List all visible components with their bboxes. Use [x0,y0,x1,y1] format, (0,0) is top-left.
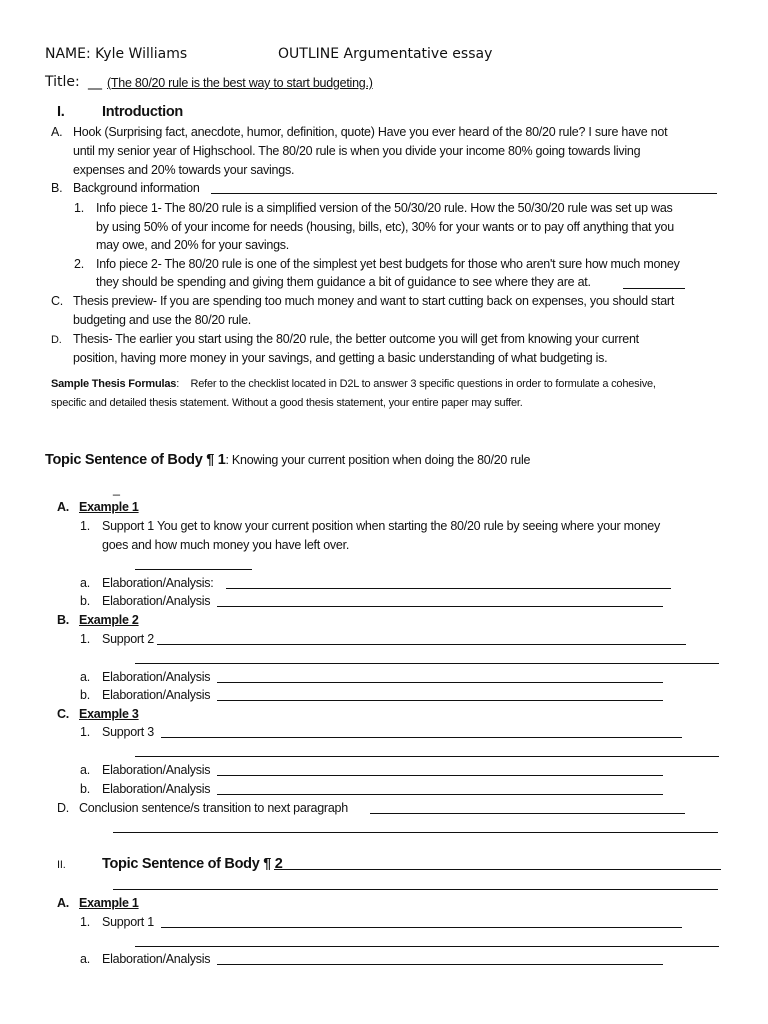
body1-elab2-b-blank [217,700,663,701]
body2-support1-label: Support 1 [102,915,154,929]
intro-c-letter: C. [51,294,63,308]
sample-thesis-text-1: Refer to the checklist located in D2L to answer 3 specific questions in order to formulate a cohesive, [190,378,656,390]
body1-elab3-b-letter: b. [80,782,90,796]
body2-ex-a-letter: A. [57,896,69,910]
body2-topic-blank [274,869,721,870]
body1-support3-blank-2 [135,756,719,757]
body1-conclusion-blank-2 [113,832,718,833]
intro-heading: Introduction [102,104,183,120]
sample-thesis-line-2: specific and detailed thesis statement. Without a good thesis statement, your entire paper may suffer. [51,397,523,409]
body1-support3-label: Support 3 [102,725,154,739]
thesis-preview-line-1: Thesis preview- If you are spending too much money and want to start cutting back on expenses, you should start [73,294,675,308]
body1-ex-c-letter: C. [57,707,69,721]
body1-support2-label: Support 2 [102,632,154,646]
info1-num: 1. [74,201,84,215]
body1-support3-blank [161,737,682,738]
info2-line-2: they should be spending and giving them guidance a bit of guidance to see where they are at. [96,275,591,289]
body1-support1-line-1: Support 1 You get to know your current position when starting the 80/20 rule by seeing where your money [102,519,660,533]
info2-line-1: Info piece 2- The 80/20 rule is one of the simplest yet best budgets for those who aren't sure how much money [96,257,680,271]
body1-topic-text: : Knowing your current position when doing the 80/20 rule [225,453,531,467]
background-blank [211,193,717,194]
body1-elab3-a-letter: a. [80,763,90,777]
body1-conclusion-label: Conclusion sentence/s transition to next paragraph [79,801,348,815]
intro-numeral: I. [57,104,65,120]
body2-support1-num: 1. [80,915,90,929]
body1-conclusion-letter: D. [57,801,69,815]
body1-elab3-b-label: Elaboration/Analysis [102,782,211,796]
body2-topic-blank-2 [113,889,718,890]
thesis-line-1: Thesis- The earlier you start using the 80/20 rule, the better outcome you will get from knowing your current [73,332,639,346]
info2-num: 2. [74,257,84,271]
body1-elab3-b-blank [217,794,663,795]
body1-conclusion-blank [370,813,685,814]
body2-elab-a-label: Elaboration/Analysis [102,952,211,966]
info2-blank [623,288,685,289]
body1-elab2-a-blank [217,682,663,683]
body1-elab3-a-label: Elaboration/Analysis [102,763,211,777]
sample-thesis-line-1: Sample Thesis Formulas: Refer to the checklist located in D2L to answer 3 specific questions in order to formulate a cohesive, [51,378,656,390]
hook-line-3: expenses and 20% towards your savings. [73,163,295,177]
body1-ex-a-letter: A. [57,500,69,514]
title-blank: __ [88,74,102,90]
body1-elab-a-label: Elaboration/Analysis: [102,576,214,590]
hook-line-1: Hook (Surprising fact, anecdote, humor, definition, quote) Have you ever heard of the 80/20 rule? I sure have not [73,125,668,139]
outline-label: OUTLINE Argumentative essay [278,46,493,62]
body1-support1-num: 1. [80,519,90,533]
body1-stray-mark: _ [113,482,120,496]
body2-support1-blank [161,927,682,928]
sample-thesis-label: Sample Thesis Formulas [51,378,177,390]
body1-topic-label: Topic Sentence of Body ¶ 1 [45,452,226,468]
body1-ex-b-letter: B. [57,613,69,627]
body1-elab2-a-letter: a. [80,670,90,684]
body2-topic-label: Topic Sentence of Body ¶ 2 [102,856,283,872]
thesis-preview-line-2: budgeting and use the 80/20 rule. [73,313,252,327]
body1-elab3-a-blank [217,775,663,776]
body1-support2-num: 1. [80,632,90,646]
body2-elab-a-blank [217,964,663,965]
body1-support3-num: 1. [80,725,90,739]
intro-b-letter: B. [51,181,63,195]
body1-support1-blank [135,569,252,570]
body1-topic [45,451,530,469]
body1-elab2-a-label: Elaboration/Analysis [102,670,211,684]
intro-a-letter: A. [51,125,63,139]
hook-line-2: until my senior year of Highschool. The 80/20 rule is when you divide your income 80% going towards living [73,144,641,158]
body1-example-3: Example 3 [79,707,139,721]
body1-example-1: Example 1 [79,500,139,514]
body1-elab-b-label: Elaboration/Analysis [102,594,211,608]
body1-elab2-b-label: Elaboration/Analysis [102,688,211,702]
body2-support1-blank-2 [135,946,719,947]
info1-line-3: may owe, and 20% for your savings. [96,238,289,252]
body2-numeral: II. [57,859,66,871]
body1-elab-a-letter: a. [80,576,90,590]
body1-support2-blank-2 [135,663,719,664]
body2-example-1: Example 1 [79,896,139,910]
name-label: NAME: Kyle Williams [45,46,188,62]
body1-elab2-b-letter: b. [80,688,90,702]
essay-title: (The 80/20 rule is the best way to start budgeting.) [107,76,373,90]
body1-example-2: Example 2 [79,613,139,627]
info1-line-1: Info piece 1- The 80/20 rule is a simplified version of the 50/30/20 rule. How the 50/30/20 rule was set up was [96,201,673,215]
background-label: Background information [73,181,200,195]
body1-support1-line-2: goes and how much money you have left over. [102,538,350,552]
title-label: Title: [45,74,80,90]
body2-elab-a-letter: a. [80,952,90,966]
body1-elab-a-blank [226,588,671,589]
thesis-line-2: position, having more money in your savings, and getting a basic understanding of what budgeting is. [73,351,608,365]
body1-elab-b-letter: b. [80,594,90,608]
body1-elab-b-blank [217,606,663,607]
body1-support2-blank [157,644,686,645]
intro-d-letter: D. [51,334,62,346]
info1-line-2: by using 50% of your income for needs (housing, bills, etc), 30% for your wants or to pay off anything that you [96,220,674,234]
